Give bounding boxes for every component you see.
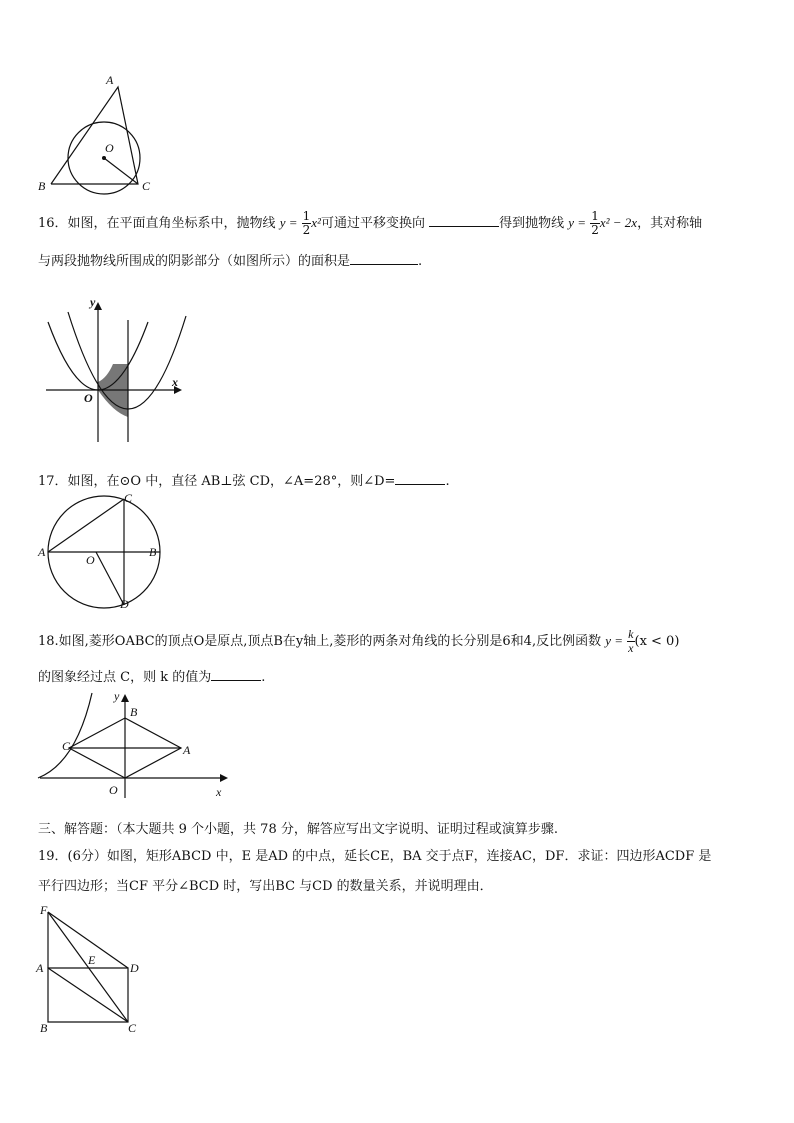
q16-answer-blank-2[interactable] — [350, 252, 418, 265]
section-3-text: 三、解答题：（本大题共 9 个小题，共 78 分，解答应写出文字说明、证明过程或演算步骤. — [38, 822, 558, 837]
label-A: A — [106, 76, 114, 87]
q16-y1-lhs: y = — [279, 215, 298, 230]
q19-line-1-text: 19．(6分）如图，矩形ABCD 中，E 是AD 的中点，延长CE，BA 交于点F，连接AC，DF．求证：四边形ACDF 是 — [38, 849, 712, 864]
q16-y1-fraction: $\frac{1}{2}$ — [302, 209, 311, 237]
label-F: F — [40, 903, 48, 917]
label-D: D — [130, 961, 139, 975]
q18-function-condition: (x < 0) — [634, 634, 680, 649]
label-C: C — [128, 1021, 137, 1035]
label-origin: O — [84, 391, 93, 405]
q16-end: . — [418, 254, 423, 269]
q16-y2-rest: x² − 2x — [599, 215, 638, 230]
label-B: B — [130, 705, 138, 719]
q17-answer-blank[interactable] — [395, 472, 445, 485]
question-19-line-1 — [38, 845, 711, 864]
label-O: O — [109, 783, 118, 797]
question-18-line-2 — [38, 666, 265, 685]
q16-y2-fraction: $\frac{1}{2}$ — [591, 209, 599, 237]
figure-q17-circle — [36, 492, 166, 612]
label-B: B — [38, 179, 46, 193]
label-O: O — [86, 553, 95, 567]
q17-text: 17．如图，在⊙O 中，直径 AB⊥弦 CD，∠A=28°，则∠D= — [38, 474, 396, 489]
label-y-axis: y — [114, 689, 120, 703]
q18-text: 18.如图,菱形OABC的顶点O是原点,顶点B在y轴上,菱形的两条对角线的长分别是6和4,反比例函数 — [38, 634, 602, 649]
label-C: C — [124, 492, 133, 505]
section-3-heading — [38, 818, 558, 837]
label-A: A — [183, 743, 191, 757]
label-O: O — [105, 141, 114, 155]
label-A: A — [38, 545, 46, 559]
q16-number: 16． — [38, 216, 68, 231]
q16-text-2: 可通过平移变换向 — [320, 216, 425, 231]
q18-end: . — [261, 670, 266, 685]
label-x-axis: x — [216, 785, 222, 799]
figure-q15-circle-triangle — [34, 76, 164, 196]
q19-line-2-text: 平行四边形；当CF 平分∠BCD 时，写出BC 与CD 的数量关系，并说明理由． — [38, 879, 493, 894]
q16-line-2-text: 与两段抛物线所围成的阴影部分（如图所示）的面积是 — [38, 254, 351, 269]
q16-y1-rest: x² — [311, 215, 321, 230]
figure-q18-rhombus — [36, 688, 236, 800]
q16-text-3: 得到抛物线 — [499, 216, 565, 231]
q18-function-fraction: $\frac{k}{x}$ — [628, 627, 634, 655]
label-A: A — [36, 961, 44, 975]
q16-y2-lhs: y = — [568, 215, 587, 230]
question-19-line-2 — [38, 875, 493, 894]
q16-text-1: 如图，在平面直角坐标系中，抛物线 — [67, 216, 276, 231]
figure-q19-rectangle — [34, 902, 150, 1036]
label-C: C — [142, 179, 151, 193]
question-16-line-1 — [38, 210, 702, 237]
question-17 — [38, 470, 450, 489]
label-C: C — [62, 739, 71, 753]
q17-end: . — [445, 474, 450, 489]
label-D: D — [120, 597, 129, 611]
q16-text-4: ，其对称轴 — [637, 216, 703, 231]
q18-function-lhs: y = — [605, 633, 624, 648]
q16-answer-blank-1[interactable] — [429, 214, 499, 227]
label-B: B — [149, 545, 157, 559]
label-B: B — [40, 1021, 48, 1035]
q18-answer-blank[interactable] — [211, 668, 261, 681]
question-18-line-1 — [38, 628, 679, 655]
figure-q16-parabolas — [38, 292, 198, 452]
label-x-axis: x — [172, 375, 178, 389]
q18-line-2-text: 的图象经过点 C，则 k 的值为 — [38, 670, 212, 685]
label-E: E — [88, 953, 96, 967]
label-y-axis: y — [90, 295, 96, 309]
question-16-line-2 — [38, 250, 422, 269]
